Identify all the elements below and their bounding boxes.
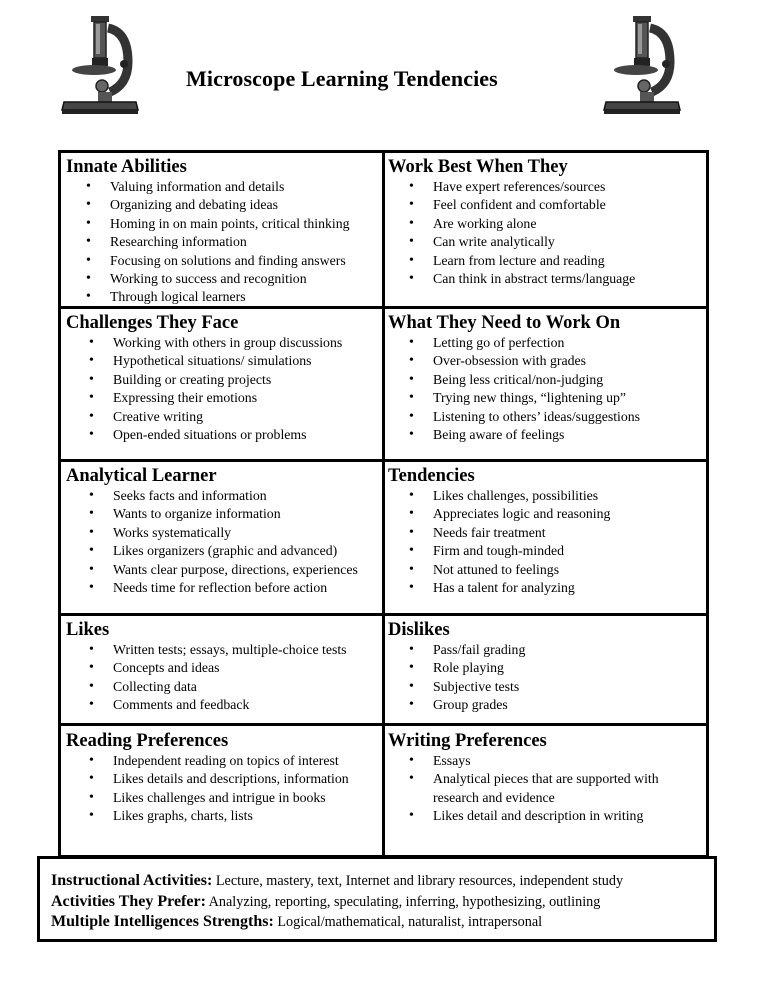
cell-innate-abilities — [66, 156, 378, 307]
tendencies-table — [58, 150, 709, 858]
list-item: • Focusing on solutions and finding answers — [110, 252, 378, 270]
microscope-icon — [600, 14, 684, 116]
summary-text: Analyzing, reporting, speculating, inferring, hypothesizing, outlining — [208, 893, 601, 910]
list-item: • Learn from lecture and reading — [433, 252, 706, 270]
list-item: • Essays — [433, 752, 706, 770]
list-item: • Appreciates logic and reasoning — [433, 505, 706, 523]
list-item: • Seeks facts and information — [113, 487, 378, 505]
list-item: • Can write analytically — [433, 233, 706, 251]
list-item: • Have expert references/sources — [433, 178, 706, 196]
list-item: • Pass/fail grading — [433, 641, 706, 659]
list-item: • Are working alone — [433, 215, 706, 233]
list-item: • Likes details and descriptions, information — [113, 770, 378, 788]
list-item: • Likes challenges, possibilities — [433, 487, 706, 505]
cell-challenges — [66, 312, 378, 444]
row-divider — [61, 459, 706, 462]
list-item: • Being less critical/non-judging — [433, 371, 706, 389]
list-item: • Trying new things, “lightening up” — [433, 389, 706, 407]
section-list — [66, 641, 378, 715]
list-item: • Valuing information and details — [110, 178, 378, 196]
cell-work-best — [388, 156, 706, 288]
list-item: • Building or creating projects — [113, 371, 378, 389]
page-title: Microscope Learning Tendencies — [186, 66, 498, 91]
list-item: • Letting go of perfection — [433, 334, 706, 352]
section-heading: Writing Preferences — [388, 731, 547, 751]
section-heading: What They Need to Work On — [388, 313, 621, 333]
summary-label: Multiple Intelligences Strengths: — [51, 913, 274, 930]
list-item: • Homing in on main points, critical thinking — [110, 215, 378, 233]
section-list — [388, 178, 706, 288]
cell-likes — [66, 619, 378, 715]
section-heading: Reading Preferences — [66, 731, 229, 751]
cell-analytical-learner — [66, 465, 378, 597]
section-list — [388, 487, 706, 597]
section-heading: Innate Abilities — [66, 157, 187, 177]
section-list — [66, 752, 378, 826]
cell-reading-preferences — [66, 730, 378, 826]
section-list — [66, 334, 378, 444]
list-item: • Creative writing — [113, 408, 378, 426]
summary-instructional — [51, 871, 714, 892]
list-item: • Needs fair treatment — [433, 524, 706, 542]
list-item: • Expressing their emotions — [113, 389, 378, 407]
list-item: • Subjective tests — [433, 678, 706, 696]
list-item: • Works systematically — [113, 524, 378, 542]
list-item: • Comments and feedback — [113, 696, 378, 714]
list-item: • Open-ended situations or problems — [113, 426, 378, 444]
summary-label: Activities They Prefer: — [51, 892, 206, 910]
summary-text: Logical/mathematical, naturalist, intrapersonal — [277, 914, 543, 930]
list-item: • Wants clear purpose, directions, experiences — [113, 561, 378, 579]
list-item: • Needs time for reflection before action — [113, 579, 378, 597]
section-heading: Work Best When They — [388, 157, 568, 177]
summary-text: Lecture, mastery, text, Internet and library resources, independent study — [215, 873, 624, 889]
list-item: • Likes organizers (graphic and advanced) — [113, 542, 378, 560]
summary-intelligences — [51, 912, 714, 933]
microscope-icon — [58, 14, 142, 116]
list-item: • Not attuned to feelings — [433, 561, 706, 579]
list-item: • Organizing and debating ideas — [110, 196, 378, 214]
section-list — [66, 487, 378, 597]
row-divider — [61, 613, 706, 616]
list-item: • Independent reading on topics of interest — [113, 752, 378, 770]
list-item: • Working with others in group discussions — [113, 334, 378, 352]
list-item: • Firm and tough-minded — [433, 542, 706, 560]
cell-dislikes — [388, 619, 706, 715]
list-item: • Being aware of feelings — [433, 426, 706, 444]
section-heading: Analytical Learner — [66, 466, 217, 486]
section-list — [388, 641, 706, 715]
list-item: • Written tests; essays, multiple-choice tests — [113, 641, 378, 659]
cell-need-work — [388, 312, 706, 444]
list-item: • Concepts and ideas — [113, 659, 378, 677]
section-heading: Dislikes — [388, 620, 450, 640]
list-item: • Has a talent for analyzing — [433, 579, 706, 597]
list-item: • Can think in abstract terms/language — [433, 270, 706, 288]
list-item: • Collecting data — [113, 678, 378, 696]
list-item: • Group grades — [433, 696, 706, 714]
list-item: • Likes detail and description in writing — [433, 807, 706, 825]
list-item: • Role playing — [433, 659, 706, 677]
summary-box — [37, 856, 717, 942]
list-item: • Likes challenges and intrigue in books — [113, 789, 378, 807]
section-heading: Tendencies — [388, 466, 475, 486]
section-heading: Likes — [66, 620, 110, 640]
section-list — [66, 178, 378, 307]
section-heading: Challenges They Face — [66, 313, 239, 333]
list-item: • Feel confident and comfortable — [433, 196, 706, 214]
list-item: • Listening to others’ ideas/suggestions — [433, 408, 706, 426]
list-item: • Wants to organize information — [113, 505, 378, 523]
summary-label: Instructional Activities: — [51, 872, 213, 889]
list-item: • Researching information — [110, 233, 378, 251]
list-item: • Through logical learners — [110, 288, 378, 306]
section-list — [388, 752, 706, 826]
cell-writing-preferences — [388, 730, 706, 826]
list-item: • Working to success and recognition — [110, 270, 378, 288]
cell-tendencies — [388, 465, 706, 597]
list-item: • Over-obsession with grades — [433, 352, 706, 370]
list-item: • Likes graphs, charts, lists — [113, 807, 378, 825]
row-divider — [61, 723, 706, 726]
list-item: • Analytical pieces that are supported with research and evidence — [433, 770, 706, 807]
column-divider — [382, 153, 385, 855]
list-item: • Hypothetical situations/ simulations — [113, 352, 378, 370]
section-list — [388, 334, 706, 444]
summary-prefer — [51, 892, 714, 913]
